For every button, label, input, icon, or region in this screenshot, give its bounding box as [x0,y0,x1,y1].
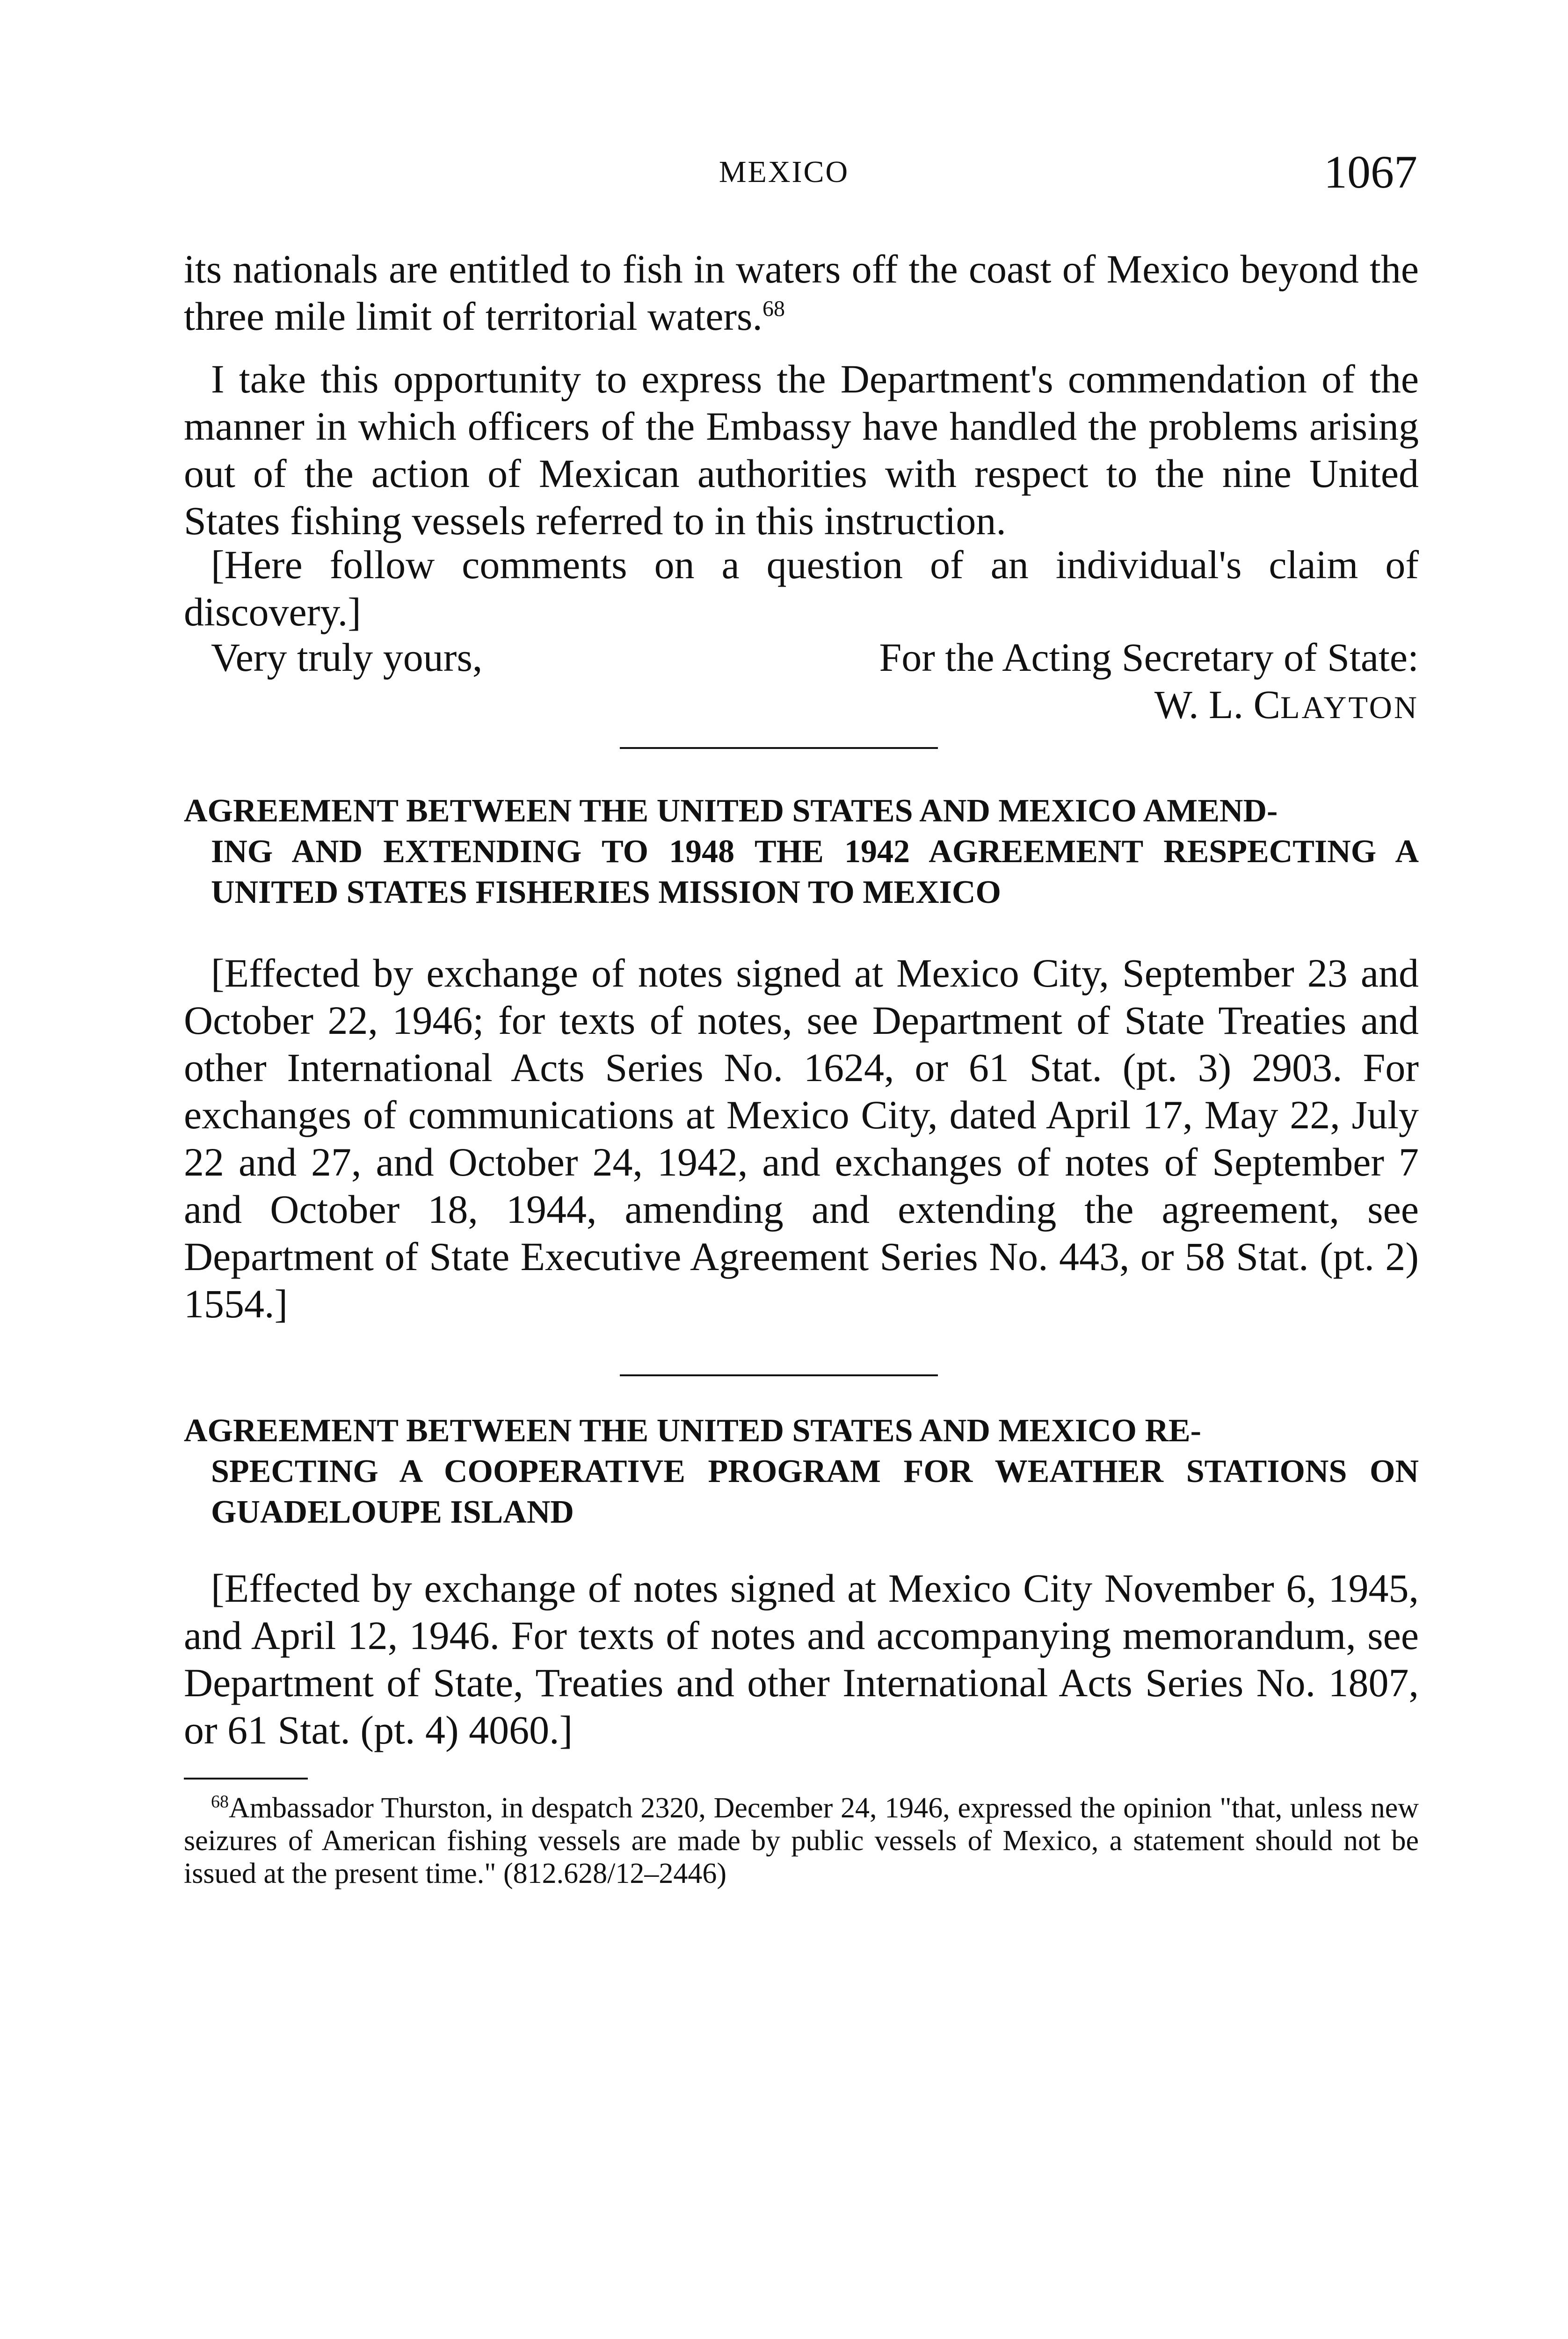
section1-heading-rest: ING AND EXTENDING TO 1948 THE 1942 AGREEMENT RESPECTING A UNITED STATES FISHERIES MISSION TO MEXICO [211,834,1419,910]
footnote-rule [184,1778,308,1780]
section1-body [184,950,1419,1328]
signature-initials: W. L. C [1154,682,1280,727]
section2-heading [184,1410,1419,1533]
page-number: 1067 [1324,146,1417,198]
for-line: For the Acting Secretary of State: [879,635,1419,680]
running-title: MEXICO [719,155,849,189]
footnote-ref: 68 [762,296,785,321]
editorial-note-paragraph [184,541,1419,636]
section2-heading-rest: SPECTING A COOPERATIVE PROGRAM FOR WEATHER STATIONS ON GUADELOUPE ISLAND [211,1453,1419,1530]
signature-surname: LAYTON [1280,690,1419,725]
footnote [184,1792,1419,1890]
commendation-text: I take this opportunity to express the Department's commendation of the manner in which officers of the Embassy have handled the problems arising out of the action of Mexican authorities with respect to the nine United States fishing vessels referred to in this instruction. [184,356,1419,543]
commendation-paragraph [184,356,1419,545]
section1-heading [184,791,1419,913]
section-divider-2 [620,1374,938,1376]
salutation: Very truly yours, [211,635,483,680]
section2-body-text: [Effected by exchange of notes signed at Mexico City November 6, 1945, and April 12, 1946. For texts of notes and accompanying memorandum, see Department of State, Treaties and other International Acts Series No. 1807, or 61 Stat. (pt. 4) 4060.] [184,1566,1419,1752]
section2-heading-first: AGREEMENT BETWEEN THE UNITED STATES AND MEXICO RE- [184,1413,1201,1449]
continuation-paragraph [184,246,1419,340]
signature [184,681,1419,731]
section1-heading-first: AGREEMENT BETWEEN THE UNITED STATES AND MEXICO AMEND- [184,793,1278,829]
editorial-note-text: [Here follow comments on a question of an individual's claim of discovery.] [184,542,1419,634]
section-divider-1 [620,747,938,749]
footnote-text: Ambassador Thurston, in despatch 2320, December 24, 1946, expressed the opinion "that, unless new seizures of American fishing vessels are made by public vessels of Mexico, a statement should not be issued at the present time." (812.628/12–2446) [184,1792,1419,1889]
section1-body-text: [Effected by exchange of notes signed at Mexico City, September 23 and October 22, 1946; for texts of notes, see Department of State Treaties and other International Acts Series No. 1624, or 61 Stat. (pt. 3) 2903. For exchanges of communications at Mexico City, dated April 17, May 22, July 22 and 27, and October 24, 1942, and exchanges of notes of September 7 and October 18, 1944, amending and extending the agreement, see Department of State Executive Agreement Series No. 443, or 58 Stat. (pt. 2) 1554.] [184,951,1419,1326]
section2-body [184,1565,1419,1754]
footnote-mark: 68 [211,1792,229,1812]
continuation-text: its nationals are entitled to fish in waters off the coast of Mexico beyond the three mile limit of territorial waters. [184,247,1419,339]
